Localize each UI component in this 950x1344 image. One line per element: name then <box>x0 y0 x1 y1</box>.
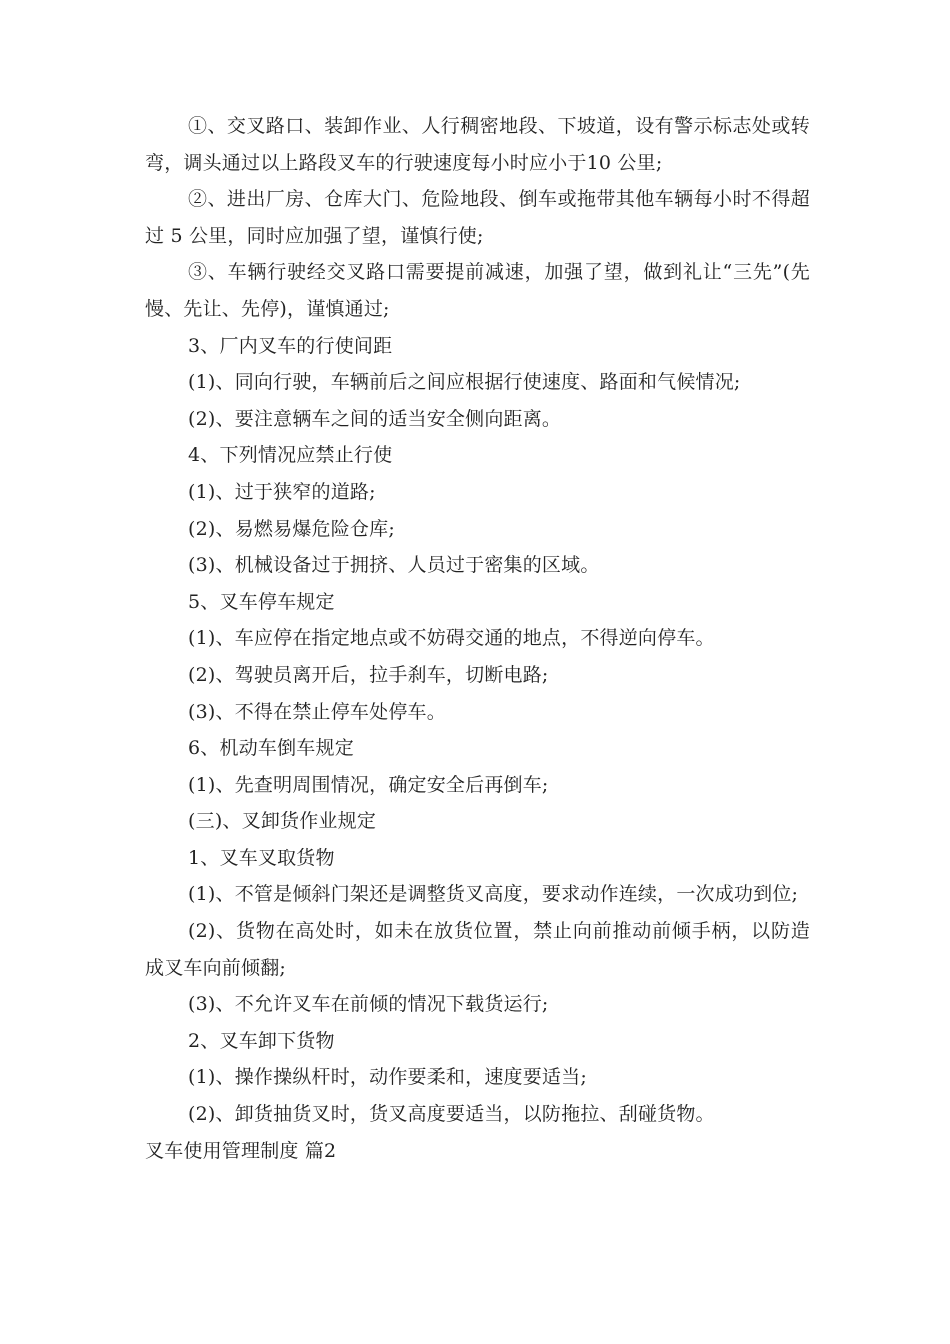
paragraph: (2)、卸货抽货叉时，货叉高度要适当，以防拖拉、刮碰货物。 <box>188 1103 715 1126</box>
subheading: 4、下列情况应禁止行使 <box>188 444 393 467</box>
subheading: 1、叉车叉取货物 <box>188 846 335 869</box>
paragraph: (1)、不管是倾斜门架还是调整货叉高度，要求动作连续，一次成功到位; <box>188 883 799 906</box>
subheading: 5、叉车停车规定 <box>188 590 335 613</box>
paragraph: (1)、先查明周围情况，确定安全后再倒车; <box>188 773 549 796</box>
subheading: 3、厂内叉车的行使间距 <box>188 334 393 357</box>
subheading: 2、叉车卸下货物 <box>188 1029 335 1052</box>
document-body <box>145 108 810 1169</box>
paragraph: (3)、不得在禁止停车处停车。 <box>188 700 446 723</box>
paragraph: (2)、货物在高处时，如未在放货位置，禁止向前推动前倾手柄，以防造成叉车向前倾翻; <box>145 920 810 979</box>
paragraph: (1)、过于狭窄的道路; <box>188 480 376 503</box>
paragraph: ③、车辆行驶经交叉路口需要提前减速，加强了望，做到礼让“三先”(先慢、先让、先停)，谨慎通过; <box>145 261 810 320</box>
paragraph: (3)、不允许叉车在前倾的情况下载货运行; <box>188 993 549 1016</box>
paragraph: (2)、驾驶员离开后，拉手刹车，切断电路; <box>188 663 549 686</box>
section-heading: 叉车使用管理制度 篇2 <box>145 1139 337 1162</box>
paragraph: (2)、易燃易爆危险仓库; <box>188 517 395 540</box>
paragraph: (2)、要注意辆车之间的适当安全侧向距离。 <box>188 407 562 430</box>
paragraph: ②、进出厂房、仓库大门、危险地段、倒车或拖带其他车辆每小时不得超过 5 公里，同时应加强了望，谨慎行使; <box>145 188 810 247</box>
paragraph: (3)、机械设备过于拥挤、人员过于密集的区域。 <box>188 554 600 577</box>
subheading: 6、机动车倒车规定 <box>188 737 354 760</box>
subheading: (三)、叉卸货作业规定 <box>188 810 377 833</box>
paragraph: (1)、车应停在指定地点或不妨碍交通的地点，不得逆向停车。 <box>188 627 715 650</box>
paragraph: ①、交叉路口、装卸作业、人行稠密地段、下坡道，设有警示标志处或转弯，调头通过以上路段叉车的行驶速度每小时应小于10 公里; <box>145 115 810 174</box>
paragraph: (1)、操作操纵杆时，动作要柔和，速度要适当; <box>188 1066 587 1089</box>
paragraph: (1)、同向行驶，车辆前后之间应根据行使速度、路面和气候情况; <box>188 371 741 394</box>
